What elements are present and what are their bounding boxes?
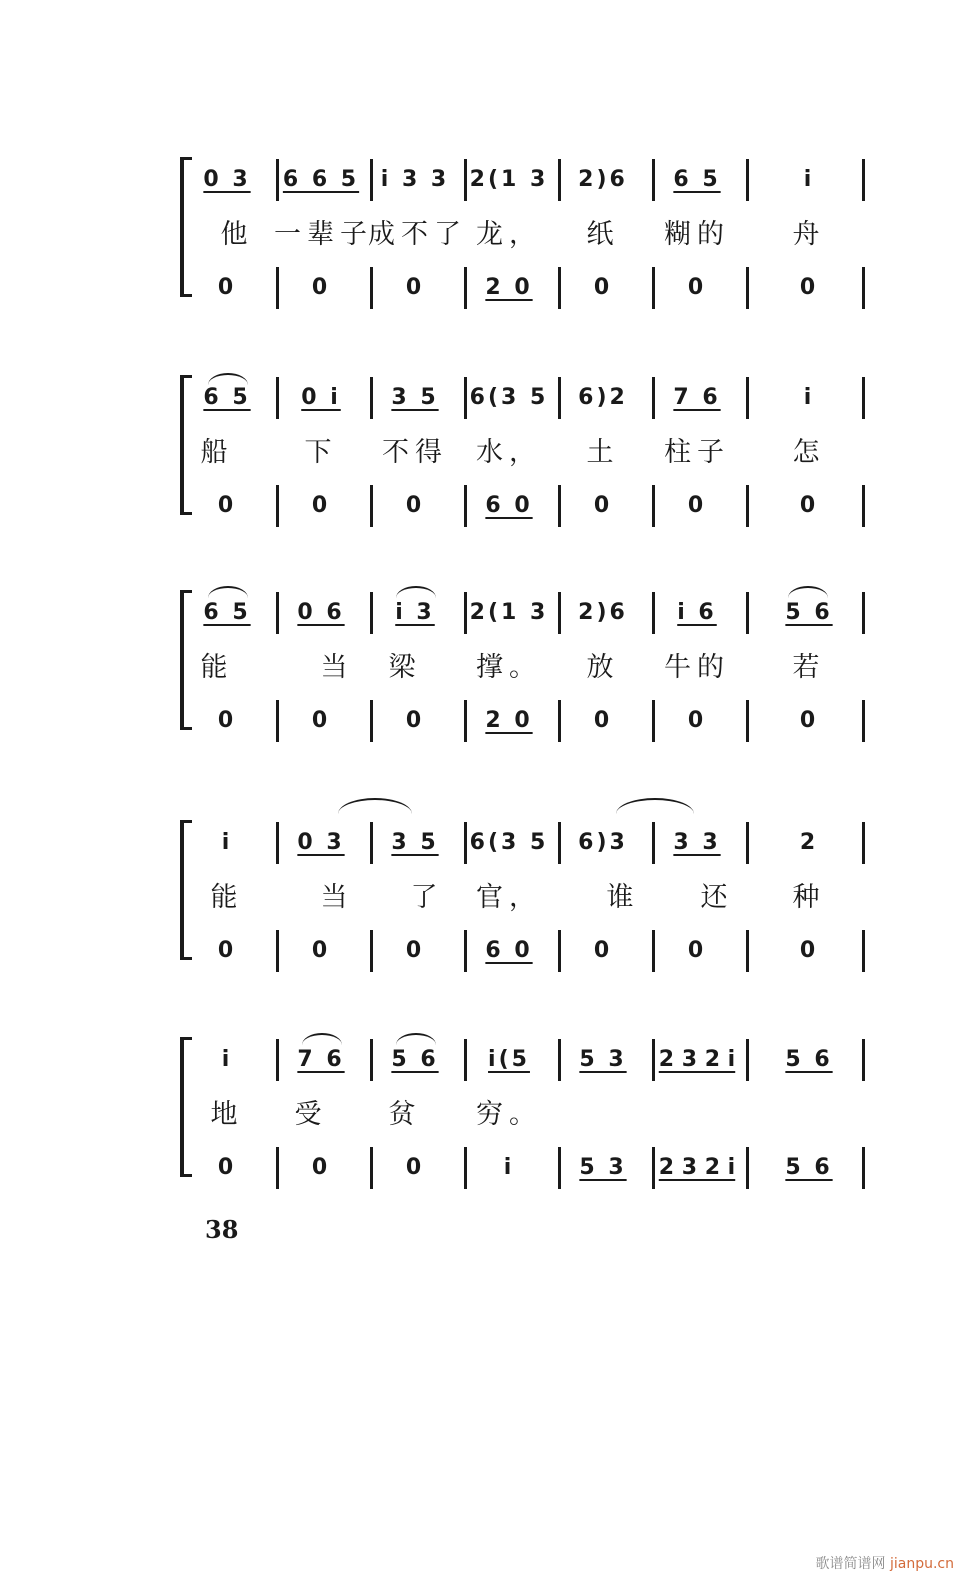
score-system-4 bbox=[180, 828, 870, 978]
lyrics-line bbox=[180, 650, 870, 690]
accompaniment-measure: 0 bbox=[405, 493, 425, 518]
accompaniment-measure: 0 bbox=[405, 1155, 425, 1180]
bar-line bbox=[862, 592, 865, 634]
bar-line bbox=[652, 377, 655, 419]
accompaniment-measure: 0 bbox=[217, 275, 237, 300]
accompaniment-measure: 6 0 bbox=[485, 493, 533, 518]
accompaniment-measure: 0 bbox=[217, 708, 237, 733]
accompaniment-staff bbox=[180, 1153, 870, 1193]
lyric-syllable: 地 bbox=[210, 1099, 244, 1130]
bar-line bbox=[652, 485, 655, 527]
lyrics-line bbox=[180, 1097, 870, 1137]
accompaniment-measure: 0 bbox=[799, 938, 819, 963]
score-system-1 bbox=[180, 165, 870, 315]
bar-line bbox=[558, 592, 561, 634]
bar-line bbox=[746, 930, 749, 972]
melody-measure: i 3 bbox=[395, 600, 435, 625]
bar-line bbox=[464, 592, 467, 634]
melody-measure: 7 6 bbox=[297, 1047, 345, 1072]
melody-measure: 6(3 5 bbox=[469, 830, 549, 855]
bar-line bbox=[370, 1147, 373, 1189]
bar-line bbox=[276, 1039, 279, 1081]
melody-measure: 6 5 bbox=[673, 167, 721, 192]
site-watermark bbox=[816, 1553, 954, 1573]
lyric-syllable: 水， bbox=[476, 437, 542, 468]
bar-line bbox=[746, 1039, 749, 1081]
lyric-syllable: 土 bbox=[586, 437, 620, 468]
bar-line bbox=[276, 267, 279, 309]
accompaniment-staff bbox=[180, 936, 870, 976]
lyric-syllable: 怎 bbox=[792, 437, 826, 468]
lyric-syllable: 种 bbox=[792, 882, 826, 913]
lyric-syllable: 梁 bbox=[388, 652, 422, 683]
melody-measure: i 3 3 bbox=[380, 167, 450, 192]
bar-line bbox=[370, 159, 373, 201]
melody-measure: 3 5 bbox=[391, 385, 439, 410]
accompaniment-measure: 0 bbox=[311, 275, 331, 300]
lyric-syllable: 当 bbox=[320, 882, 354, 913]
bar-line bbox=[746, 159, 749, 201]
bar-line bbox=[746, 485, 749, 527]
score-system-3 bbox=[180, 598, 870, 748]
melody-measure: i bbox=[221, 830, 233, 855]
bar-line bbox=[370, 592, 373, 634]
bar-line bbox=[464, 377, 467, 419]
bar-line bbox=[276, 822, 279, 864]
accompaniment-measure: 0 bbox=[311, 708, 331, 733]
lyric-syllable: 还 bbox=[700, 882, 734, 913]
slur bbox=[338, 798, 412, 814]
bar-line bbox=[370, 485, 373, 527]
accompaniment-measure: 0 bbox=[593, 708, 613, 733]
melody-measure: i 6 bbox=[677, 600, 717, 625]
bar-line bbox=[558, 1147, 561, 1189]
bar-line bbox=[370, 1039, 373, 1081]
lyric-syllable: 船 bbox=[200, 437, 234, 468]
accompaniment-measure: 0 bbox=[311, 493, 331, 518]
accompaniment-measure: 0 bbox=[311, 938, 331, 963]
watermark-url: jianpu.cn bbox=[889, 1556, 954, 1572]
melody-measure: 6)2 bbox=[578, 385, 628, 410]
melody-measure: 0 3 bbox=[203, 167, 251, 192]
bar-line bbox=[464, 159, 467, 201]
bar-line bbox=[276, 1147, 279, 1189]
slur bbox=[396, 1033, 436, 1045]
accompaniment-measure: i bbox=[503, 1155, 515, 1180]
bar-line bbox=[558, 485, 561, 527]
accompaniment-measure: 0 bbox=[405, 275, 425, 300]
bar-line bbox=[464, 267, 467, 309]
bar-line bbox=[558, 1039, 561, 1081]
bar-line bbox=[464, 700, 467, 742]
accompaniment-measure: 0 bbox=[687, 938, 707, 963]
accompaniment-measure: 2 0 bbox=[485, 708, 533, 733]
lyric-syllable: 柱子 bbox=[664, 437, 730, 468]
bar-line bbox=[862, 930, 865, 972]
bar-line bbox=[370, 377, 373, 419]
bar-line bbox=[558, 267, 561, 309]
melody-measure: 0 3 bbox=[297, 830, 345, 855]
accompaniment-measure: 0 bbox=[593, 493, 613, 518]
slur bbox=[302, 1033, 342, 1045]
bar-line bbox=[652, 159, 655, 201]
melody-measure: 6 5 bbox=[203, 600, 251, 625]
bar-line bbox=[276, 700, 279, 742]
lyric-syllable: 若 bbox=[792, 652, 826, 683]
bar-line bbox=[464, 485, 467, 527]
accompaniment-measure: 5 3 bbox=[579, 1155, 627, 1180]
bar-line bbox=[558, 377, 561, 419]
lyric-syllable: 成不了 bbox=[368, 219, 467, 250]
bar-line bbox=[276, 377, 279, 419]
melody-measure: i bbox=[221, 1047, 233, 1072]
accompaniment-measure: 0 bbox=[405, 708, 425, 733]
accompaniment-staff bbox=[180, 491, 870, 531]
bar-line bbox=[746, 377, 749, 419]
slur bbox=[616, 798, 694, 814]
accompaniment-measure: 0 bbox=[217, 938, 237, 963]
melody-measure: 2)6 bbox=[578, 600, 628, 625]
melody-staff bbox=[180, 383, 870, 423]
bar-line bbox=[862, 159, 865, 201]
melody-measure: 2 3 2 i bbox=[658, 1047, 736, 1072]
accompaniment-measure: 2 0 bbox=[485, 275, 533, 300]
bar-line bbox=[464, 1147, 467, 1189]
accompaniment-measure: 0 bbox=[405, 938, 425, 963]
lyric-syllable: 了 bbox=[410, 882, 444, 913]
accompaniment-measure: 5 6 bbox=[785, 1155, 833, 1180]
accompaniment-measure: 0 bbox=[799, 493, 819, 518]
bar-line bbox=[862, 267, 865, 309]
lyric-syllable: 下 bbox=[304, 437, 338, 468]
melody-measure: 2)6 bbox=[578, 167, 628, 192]
bar-line bbox=[652, 822, 655, 864]
lyric-syllable: 一辈子 bbox=[274, 219, 373, 250]
bar-line bbox=[558, 822, 561, 864]
accompaniment-measure: 0 bbox=[687, 708, 707, 733]
accompaniment-measure: 0 bbox=[799, 275, 819, 300]
accompaniment-measure: 0 bbox=[593, 275, 613, 300]
bar-line bbox=[746, 267, 749, 309]
lyric-syllable: 受 bbox=[294, 1099, 328, 1130]
accompaniment-measure: 0 bbox=[687, 493, 707, 518]
melody-measure: 3 3 bbox=[673, 830, 721, 855]
slur bbox=[208, 586, 248, 598]
accompaniment-measure: 0 bbox=[311, 1155, 331, 1180]
bar-line bbox=[370, 267, 373, 309]
bar-line bbox=[652, 1147, 655, 1189]
accompaniment-measure: 2 3 2 i bbox=[658, 1155, 736, 1180]
melody-measure: 6 6 5 bbox=[282, 167, 360, 192]
lyric-syllable: 糊的 bbox=[664, 219, 730, 250]
melody-measure: 0 6 bbox=[297, 600, 345, 625]
lyric-syllable: 放 bbox=[586, 652, 620, 683]
bar-line bbox=[276, 592, 279, 634]
accompaniment-measure: 0 bbox=[217, 493, 237, 518]
bar-line bbox=[746, 700, 749, 742]
bar-line bbox=[276, 485, 279, 527]
lyric-syllable: 谁 bbox=[606, 882, 640, 913]
melody-measure: 5 3 bbox=[579, 1047, 627, 1072]
bar-line bbox=[558, 159, 561, 201]
accompaniment-measure: 6 0 bbox=[485, 938, 533, 963]
bar-line bbox=[862, 700, 865, 742]
lyrics-line bbox=[180, 880, 870, 920]
accompaniment-staff bbox=[180, 706, 870, 746]
lyric-syllable: 当 bbox=[320, 652, 354, 683]
melody-measure: 0 i bbox=[301, 385, 341, 410]
lyric-syllable: 他 bbox=[220, 219, 254, 250]
lyrics-line bbox=[180, 435, 870, 475]
score-system-2 bbox=[180, 383, 870, 533]
bar-line bbox=[370, 930, 373, 972]
bar-line bbox=[746, 822, 749, 864]
melody-measure: 6)3 bbox=[578, 830, 628, 855]
melody-measure: 2(1 3 bbox=[469, 167, 549, 192]
melody-measure: 2(1 3 bbox=[469, 600, 549, 625]
bar-line bbox=[276, 930, 279, 972]
bar-line bbox=[276, 159, 279, 201]
lyrics-line bbox=[180, 217, 870, 257]
bar-line bbox=[862, 485, 865, 527]
lyric-syllable: 能 bbox=[200, 652, 234, 683]
lyric-syllable: 撑。 bbox=[476, 652, 542, 683]
lyric-syllable: 官， bbox=[476, 882, 542, 913]
bar-line bbox=[862, 1147, 865, 1189]
page-number: 38 bbox=[205, 1215, 239, 1244]
accompaniment-staff bbox=[180, 273, 870, 313]
bar-line bbox=[652, 592, 655, 634]
melody-measure: 6(3 5 bbox=[469, 385, 549, 410]
bar-line bbox=[652, 700, 655, 742]
bar-line bbox=[652, 267, 655, 309]
accompaniment-measure: 0 bbox=[799, 708, 819, 733]
melody-measure: 6 5 bbox=[203, 385, 251, 410]
bar-line bbox=[652, 930, 655, 972]
accompaniment-measure: 0 bbox=[593, 938, 613, 963]
melody-staff bbox=[180, 598, 870, 638]
melody-staff bbox=[180, 828, 870, 868]
bar-line bbox=[558, 700, 561, 742]
melody-measure: 3 5 bbox=[391, 830, 439, 855]
bar-line bbox=[370, 700, 373, 742]
bar-line bbox=[862, 377, 865, 419]
score-system-5 bbox=[180, 1045, 870, 1195]
melody-measure: 5 6 bbox=[785, 600, 833, 625]
melody-staff bbox=[180, 1045, 870, 1085]
melody-measure: 7 6 bbox=[673, 385, 721, 410]
lyric-syllable: 牛的 bbox=[664, 652, 730, 683]
bar-line bbox=[862, 822, 865, 864]
bar-line bbox=[464, 1039, 467, 1081]
slur bbox=[396, 586, 436, 598]
bar-line bbox=[464, 822, 467, 864]
melody-measure: 5 6 bbox=[785, 1047, 833, 1072]
melody-staff bbox=[180, 165, 870, 205]
melody-measure: i bbox=[803, 385, 815, 410]
lyric-syllable: 穷。 bbox=[476, 1099, 542, 1130]
bar-line bbox=[746, 1147, 749, 1189]
bar-line bbox=[652, 1039, 655, 1081]
melody-measure: i bbox=[803, 167, 815, 192]
melody-measure: i(5 bbox=[488, 1047, 530, 1072]
lyric-syllable: 不得 bbox=[382, 437, 448, 468]
bar-line bbox=[370, 822, 373, 864]
bar-line bbox=[464, 930, 467, 972]
bar-line bbox=[558, 930, 561, 972]
lyric-syllable: 龙， bbox=[476, 219, 542, 250]
slur bbox=[788, 586, 828, 598]
lyric-syllable: 舟 bbox=[792, 219, 826, 250]
lyric-syllable: 贫 bbox=[388, 1099, 422, 1130]
bar-line bbox=[746, 592, 749, 634]
lyric-syllable: 能 bbox=[210, 882, 244, 913]
watermark-site-name: 歌谱简谱网 bbox=[815, 1556, 886, 1572]
melody-measure: 2 bbox=[799, 830, 819, 855]
accompaniment-measure: 0 bbox=[687, 275, 707, 300]
bar-line bbox=[862, 1039, 865, 1081]
accompaniment-measure: 0 bbox=[217, 1155, 237, 1180]
melody-measure: 5 6 bbox=[391, 1047, 439, 1072]
lyric-syllable: 纸 bbox=[586, 219, 620, 250]
